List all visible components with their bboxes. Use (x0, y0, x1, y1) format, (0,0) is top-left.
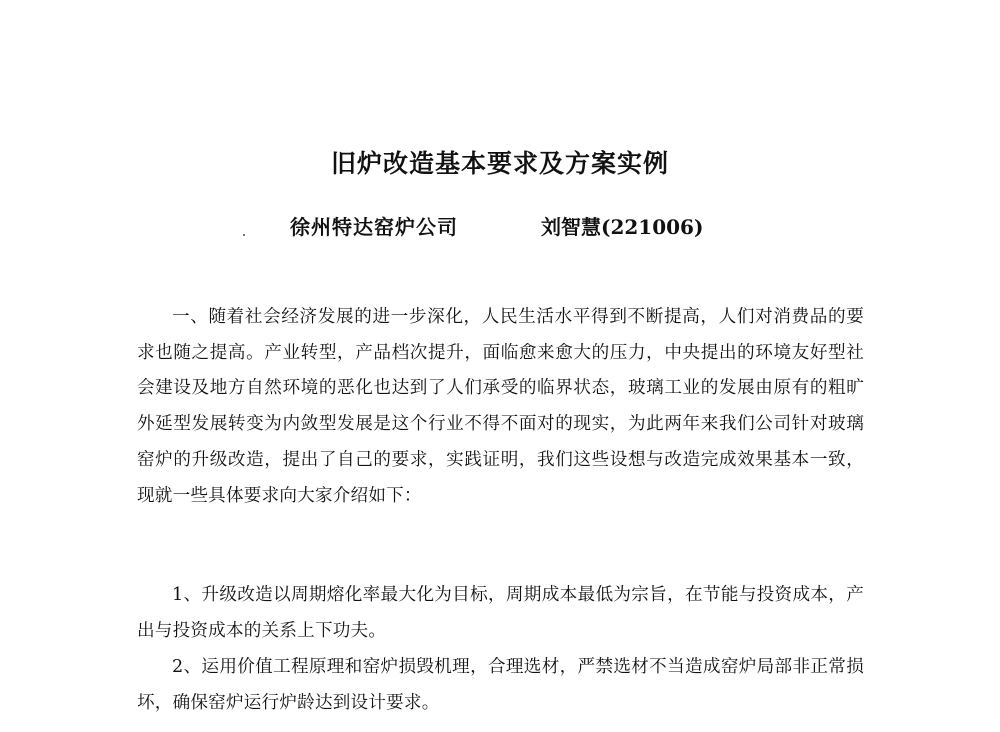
paragraph-requirement-1: 1、升级改造以周期熔化率最大化为目标，周期成本最低为宗旨，在节能与投资成本，产出与投资成本的关系上下功夫。 (137, 585, 864, 641)
author-company: 徐州特达窑炉公司 (290, 215, 458, 239)
document-title: 旧炉改造基本要求及方案实例 (330, 149, 669, 178)
scan-speck (243, 234, 245, 236)
paragraph-intro: 一、随着社会经济发展的进一步深化，人民生活水平得到不断提高，人们对消费品的要求也随之提高。产业转型，产品档次提升，面临愈来愈大的压力，中央提出的环境友好型社会建设及地方自然环境的恶化也达到了人们承受的临界状态，玻璃工业的发展由原有的粗旷外延型发展转变为内敛型发展是这个行业不得不面对的现实，为此两年来我们公司针对玻璃窑炉的升级改造，提出了自己的要求，实践证明，我们这些设想与改造完成效果基本一致，现就一些具体要求向大家介绍如下： (137, 307, 864, 506)
author-name: 刘智慧(221006) (541, 215, 704, 239)
paragraph-requirement-2: 2、运用价值工程原理和窑炉损毁机理，合理选材，严禁选材不当造成窑炉局部非正常损坏，确保窑炉运行炉龄达到设计要求。 (137, 657, 864, 713)
